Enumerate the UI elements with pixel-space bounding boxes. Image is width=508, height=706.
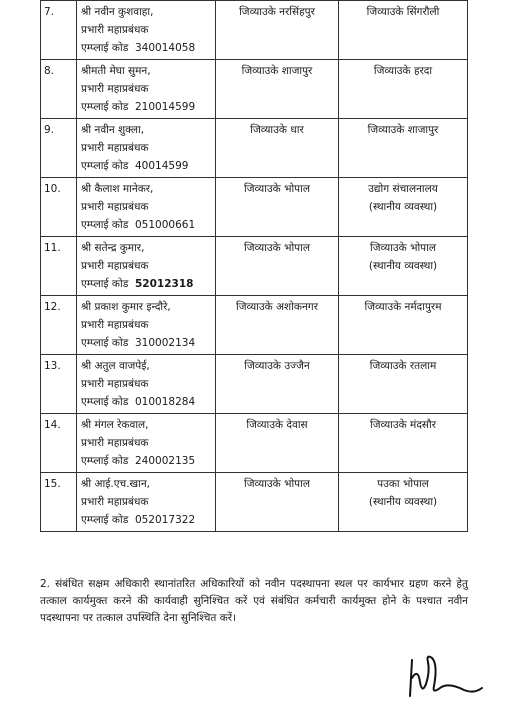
officer-post: प्रभारी महाप्रबंधक	[81, 24, 149, 36]
officer-name: श्री आई.एच.खान,	[81, 478, 151, 490]
employee-code-line	[81, 511, 211, 529]
employee-code: 010018284	[135, 396, 196, 408]
officer-cell	[77, 296, 216, 355]
employee-code-line	[81, 334, 211, 352]
officer-post: प्रभारी महाप्रबंधक	[81, 260, 149, 272]
new-posting-cell	[339, 119, 468, 178]
current-posting: जिव्याउके अशोकनगर	[216, 296, 339, 355]
officer-name: श्री नवीन कुशवाहा,	[81, 6, 154, 18]
employee-code-label: एम्प्लाई कोड	[81, 160, 129, 172]
officer-name: श्रीमती मेघा सुमन,	[81, 65, 151, 77]
new-posting: जिव्याउके मंदसौर	[369, 419, 437, 431]
new-posting-cell	[339, 1, 468, 60]
signature	[404, 648, 484, 698]
officer-cell	[77, 1, 216, 60]
officer-cell	[77, 178, 216, 237]
employee-code: 240002135	[135, 455, 196, 467]
new-posting-note: (स्थानीय व्यवस्था)	[368, 496, 438, 508]
officer-name: श्री कैलाश मानेकर,	[81, 183, 154, 195]
new-posting-cell	[339, 60, 468, 119]
officer-cell	[77, 355, 216, 414]
table-row	[41, 119, 468, 178]
officer-name: श्री प्रकाश कुमार इन्दौरे,	[81, 301, 171, 313]
current-posting: जिव्याउके नरसिंहपुर	[216, 1, 339, 60]
new-posting: उद्योग संचालनालय	[368, 183, 438, 195]
table-row	[41, 355, 468, 414]
officer-cell	[77, 119, 216, 178]
officer-name: श्री अतुल वाजपेई,	[81, 360, 150, 372]
employee-code-line	[81, 216, 211, 234]
employee-code-line	[81, 98, 211, 116]
officer-name: श्री नवीन शुक्ला,	[81, 124, 145, 136]
officer-post: प्रभारी महाप्रबंधक	[81, 378, 149, 390]
employee-code-label: एम्प्लाई कोड	[81, 219, 129, 231]
transfer-table	[40, 0, 468, 532]
new-posting-cell	[339, 178, 468, 237]
officer-name: श्री मंगल रेकवाल,	[81, 419, 149, 431]
serial-number: 13.	[41, 355, 77, 414]
table-row	[41, 414, 468, 473]
employee-code: 051000661	[135, 219, 196, 231]
new-posting-cell	[339, 296, 468, 355]
new-posting: जिव्याउके शाजापुर	[367, 124, 439, 136]
employee-code-label: एम्प्लाई कोड	[81, 455, 129, 467]
new-posting-note: (स्थानीय व्यवस्था)	[368, 260, 438, 272]
serial-number: 12.	[41, 296, 77, 355]
table-row	[41, 178, 468, 237]
employee-code-label: एम्प्लाई कोड	[81, 278, 129, 290]
current-posting: जिव्याउके भोपाल	[216, 237, 339, 296]
employee-code-label: एम्प्लाई कोड	[81, 101, 129, 113]
employee-code: 340014058	[135, 42, 196, 54]
employee-code-label: एम्प्लाई कोड	[81, 42, 129, 54]
table-row	[41, 473, 468, 532]
employee-code-line	[81, 452, 211, 470]
officer-post: प्रभारी महाप्रबंधक	[81, 201, 149, 213]
new-posting-cell	[339, 355, 468, 414]
new-posting: जिव्याउके हरदा	[373, 65, 433, 77]
employee-code-line	[81, 157, 211, 175]
serial-number: 14.	[41, 414, 77, 473]
employee-code: 210014599	[135, 101, 196, 113]
officer-post: प्रभारी महाप्रबंधक	[81, 142, 149, 154]
employee-code: 310002134	[135, 337, 196, 349]
officer-cell	[77, 237, 216, 296]
new-posting-note: (स्थानीय व्यवस्था)	[368, 201, 438, 213]
table-row	[41, 237, 468, 296]
serial-number: 7.	[41, 1, 77, 60]
current-posting: जिव्याउके देवास	[216, 414, 339, 473]
new-posting: जिव्याउके रतलाम	[369, 360, 437, 372]
current-posting: जिव्याउके भोपाल	[216, 473, 339, 532]
employee-code-label: एम्प्लाई कोड	[81, 396, 129, 408]
new-posting: जिव्याउके भोपाल	[370, 242, 436, 254]
new-posting-cell	[339, 237, 468, 296]
transfer-table-body	[41, 1, 468, 532]
employee-code-line	[81, 393, 211, 411]
serial-number: 9.	[41, 119, 77, 178]
new-posting-cell	[339, 414, 468, 473]
employee-code: 052017322	[135, 514, 196, 526]
new-posting: पउका भोपाल	[377, 478, 429, 490]
current-posting: जिव्याउके धार	[216, 119, 339, 178]
employee-code: 40014599	[135, 160, 189, 172]
employee-code-label: एम्प्लाई कोड	[81, 514, 129, 526]
table-row	[41, 296, 468, 355]
officer-cell	[77, 473, 216, 532]
serial-number: 8.	[41, 60, 77, 119]
serial-number: 11.	[41, 237, 77, 296]
officer-post: प्रभारी महाप्रबंधक	[81, 83, 149, 95]
current-posting: जिव्याउके उज्जैन	[216, 355, 339, 414]
instruction-paragraph: 2. संबंधित सक्षम अधिकारी स्थानांतरित अधिकारियों को नवीन पदस्थापना स्थल पर कार्यभार ग्रहण करने हेतु तत्काल कार्यमुक्त करने की कार्यवाही सुनिश्चित करें एवं संबंधित कर्मचारी कार्यमुक्त होने के पश्चात नवीन पदस्थापना पर तत्काल उपस्थिति देना सुनिश्चित करें।	[40, 578, 468, 624]
table-row	[41, 1, 468, 60]
officer-post: प्रभारी महाप्रबंधक	[81, 496, 149, 508]
officer-cell	[77, 60, 216, 119]
current-posting: जिव्याउके भोपाल	[216, 178, 339, 237]
officer-name: श्री सतेन्द्र कुमार,	[81, 242, 145, 254]
officer-post: प्रभारी महाप्रबंधक	[81, 437, 149, 449]
serial-number: 10.	[41, 178, 77, 237]
officer-cell	[77, 414, 216, 473]
employee-code-line	[81, 39, 211, 57]
serial-number: 15.	[41, 473, 77, 532]
new-posting: जिव्याउके नर्मदापुरम	[364, 301, 442, 313]
employee-code-label: एम्प्लाई कोड	[81, 337, 129, 349]
officer-post: प्रभारी महाप्रबंधक	[81, 319, 149, 331]
current-posting: जिव्याउके शाजापुर	[216, 60, 339, 119]
employee-code: 52012318	[135, 278, 194, 290]
new-posting-cell	[339, 473, 468, 532]
employee-code-line	[81, 275, 211, 293]
table-row	[41, 60, 468, 119]
new-posting: जिव्याउके सिंगरौली	[366, 6, 440, 18]
